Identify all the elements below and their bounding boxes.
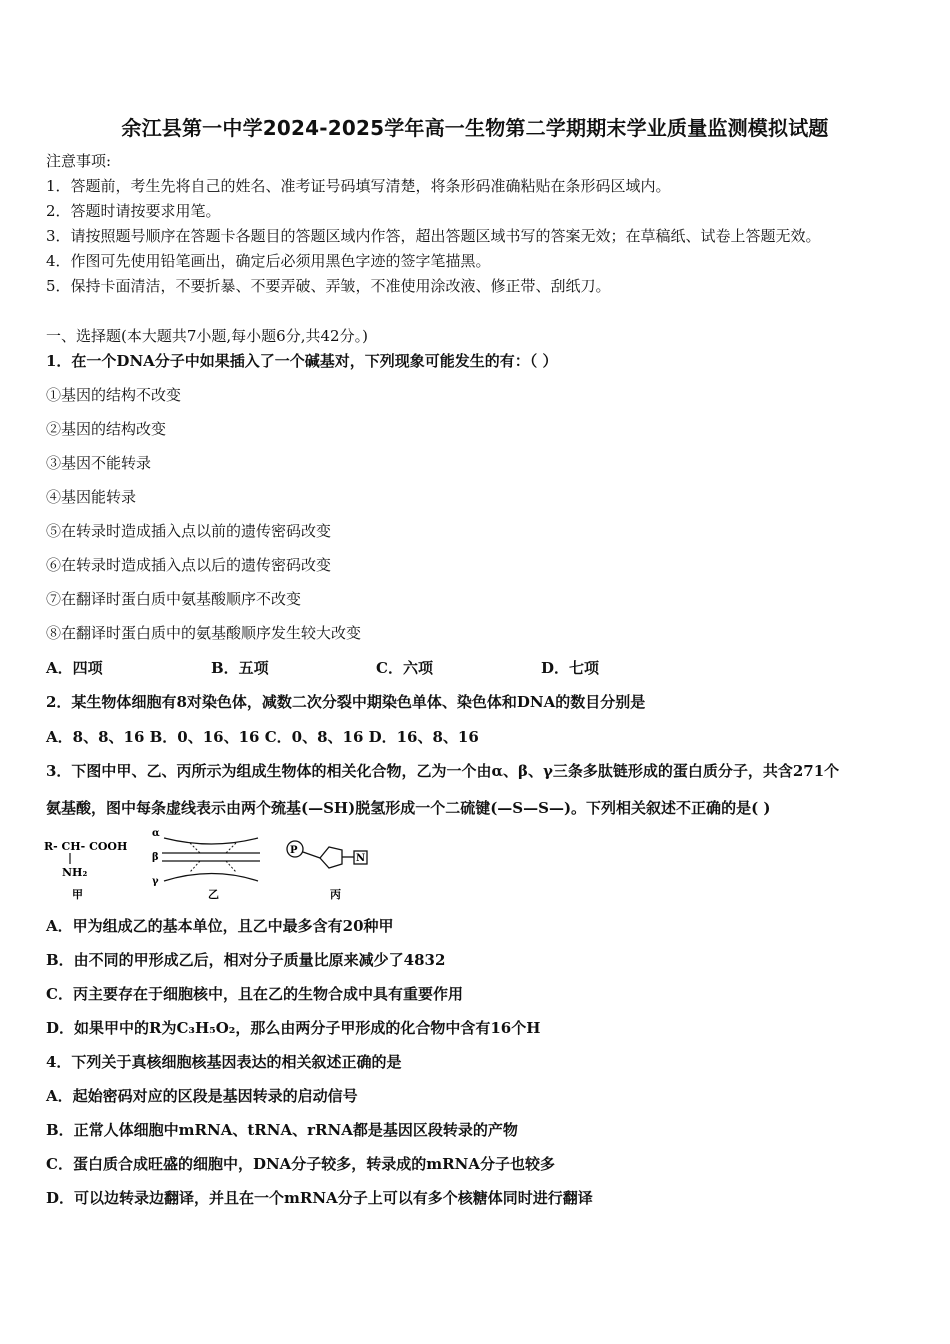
yi-label: 乙 xyxy=(208,888,219,901)
q1-statement: ⑤在转录时造成插入点以前的遗传密码改变 xyxy=(46,522,332,540)
q1-statement: ③基因不能转录 xyxy=(46,454,152,472)
q1-statement: ⑦在翻译时蛋白质中氨基酸顺序不改变 xyxy=(46,590,302,608)
disulfide-bond xyxy=(190,843,200,853)
q1-statement: ⑧在翻译时蛋白质中的氨基酸顺序发生较大改变 xyxy=(46,624,362,642)
q1-statement: ④基因能转录 xyxy=(46,488,137,506)
notice-item: 1．答题前，考生先将自己的姓名、准考证号码填写清楚，将条形码准确粘贴在条形码区域内。 xyxy=(46,177,671,195)
q3-option-b[interactable]: B．由不同的甲形成乙后，相对分子质量比原来减少了4832 xyxy=(46,951,446,969)
chain-beta-label: β xyxy=(152,852,159,863)
bing-n: N xyxy=(356,853,366,864)
section-heading: 一、选择题(本大题共7小题,每小题6分,共42分。) xyxy=(46,327,368,345)
question-3-stem-line2: 氨基酸，图中每条虚线表示由两个巯基(—SH)脱氢形成一个二硫键(—S—S—)。下列相关叙述不正确的是( ) xyxy=(46,799,771,817)
chain-gamma xyxy=(164,874,258,882)
notice-item: 5．保持卡面清洁，不要折暴、不要弄破、弄皱，不准使用涂改液、修正带、刮纸刀。 xyxy=(46,277,611,295)
figure-jia xyxy=(44,840,127,901)
notice-item: 2．答题时请按要求用笔。 xyxy=(46,202,221,220)
question-1-stem: 1．在一个DNA分子中如果插入了一个碱基对，下列现象可能发生的有：（ ） xyxy=(46,352,558,370)
q3-figure xyxy=(40,826,380,906)
disulfide-bond xyxy=(226,861,236,872)
q4-option-a[interactable]: A．起始密码对应的区段是基因转录的启动信号 xyxy=(46,1087,358,1105)
q1-option-b[interactable]: B．五项 xyxy=(211,659,269,677)
q4-option-d[interactable]: D．可以边转录边翻译，并且在一个mRNA分子上可以有多个核糖体同时进行翻译 xyxy=(46,1189,593,1207)
q4-option-c[interactable]: C．蛋白质合成旺盛的细胞中，DNA分子较多，转录成的mRNA分子也较多 xyxy=(46,1155,555,1173)
q3-option-c[interactable]: C．丙主要存在于细胞核中，且在乙的生物合成中具有重要作用 xyxy=(46,985,463,1003)
q1-statement: ⑥在转录时造成插入点以后的遗传密码改变 xyxy=(46,556,332,574)
notice-item: 3．请按照题号顺序在答题卡各题目的答题区域内作答，超出答题区域书写的答案无效；在草稿纸、试卷上答题无效。 xyxy=(46,227,821,245)
page-title: 余江县第一中学2024-2025学年高一生物第二学期期末学业质量监测模拟试题 xyxy=(121,116,829,140)
disulfide-bond xyxy=(190,861,200,872)
question-3-stem-line1: 3．下图中甲、乙、丙所示为组成生物体的相关化合物，乙为一个由α、β、γ三条多肽链形成的蛋白质分子，共含271个 xyxy=(46,762,840,780)
chain-alpha-label: α xyxy=(152,828,160,839)
bing-label: 丙 xyxy=(330,888,341,901)
chain-alpha xyxy=(164,838,258,844)
q1-option-a[interactable]: A．四项 xyxy=(46,659,103,677)
notice-item: 4．作图可先使用铅笔画出，确定后必须用黑色字迹的签字笔描黑。 xyxy=(46,252,491,270)
jia-nh2: NH₂ xyxy=(62,866,88,879)
figure-yi xyxy=(152,828,260,901)
q3-option-a[interactable]: A．甲为组成乙的基本单位，且乙中最多含有20种甲 xyxy=(46,917,394,935)
figure-bing xyxy=(287,841,367,901)
q1-option-d[interactable]: D．七项 xyxy=(541,659,600,677)
q1-statement: ①基因的结构不改变 xyxy=(46,386,182,404)
q1-option-c[interactable]: C．六项 xyxy=(376,659,433,677)
jia-formula: R- CH- COOH xyxy=(44,840,128,853)
q3-option-d[interactable]: D．如果甲中的R为C₃H₅O₂，那么由两分子甲形成的化合物中含有16个H xyxy=(46,1019,541,1037)
notice-heading: 注意事项: xyxy=(46,152,112,170)
question-4-stem: 4．下列关于真核细胞核基因表达的相关叙述正确的是 xyxy=(46,1053,402,1071)
question-2-stem: 2．某生物体细胞有8对染色体，减数二次分裂中期染色单体、染色体和DNA的数目分别是 xyxy=(46,693,646,711)
chain-gamma-label: γ xyxy=(152,876,159,887)
jia-label: 甲 xyxy=(72,888,83,901)
q4-option-b[interactable]: B．正常人体细胞中mRNA、tRNA、rRNA都是基因区段转录的产物 xyxy=(46,1121,518,1139)
pentose-ring xyxy=(320,847,342,868)
bing-p: P xyxy=(290,845,298,856)
q1-statement: ②基因的结构改变 xyxy=(46,420,167,438)
disulfide-bond xyxy=(226,843,236,853)
q2-options[interactable]: A．8、8、16 B．0、16、16 C．0、8、16 D．16、8、16 xyxy=(46,728,479,746)
